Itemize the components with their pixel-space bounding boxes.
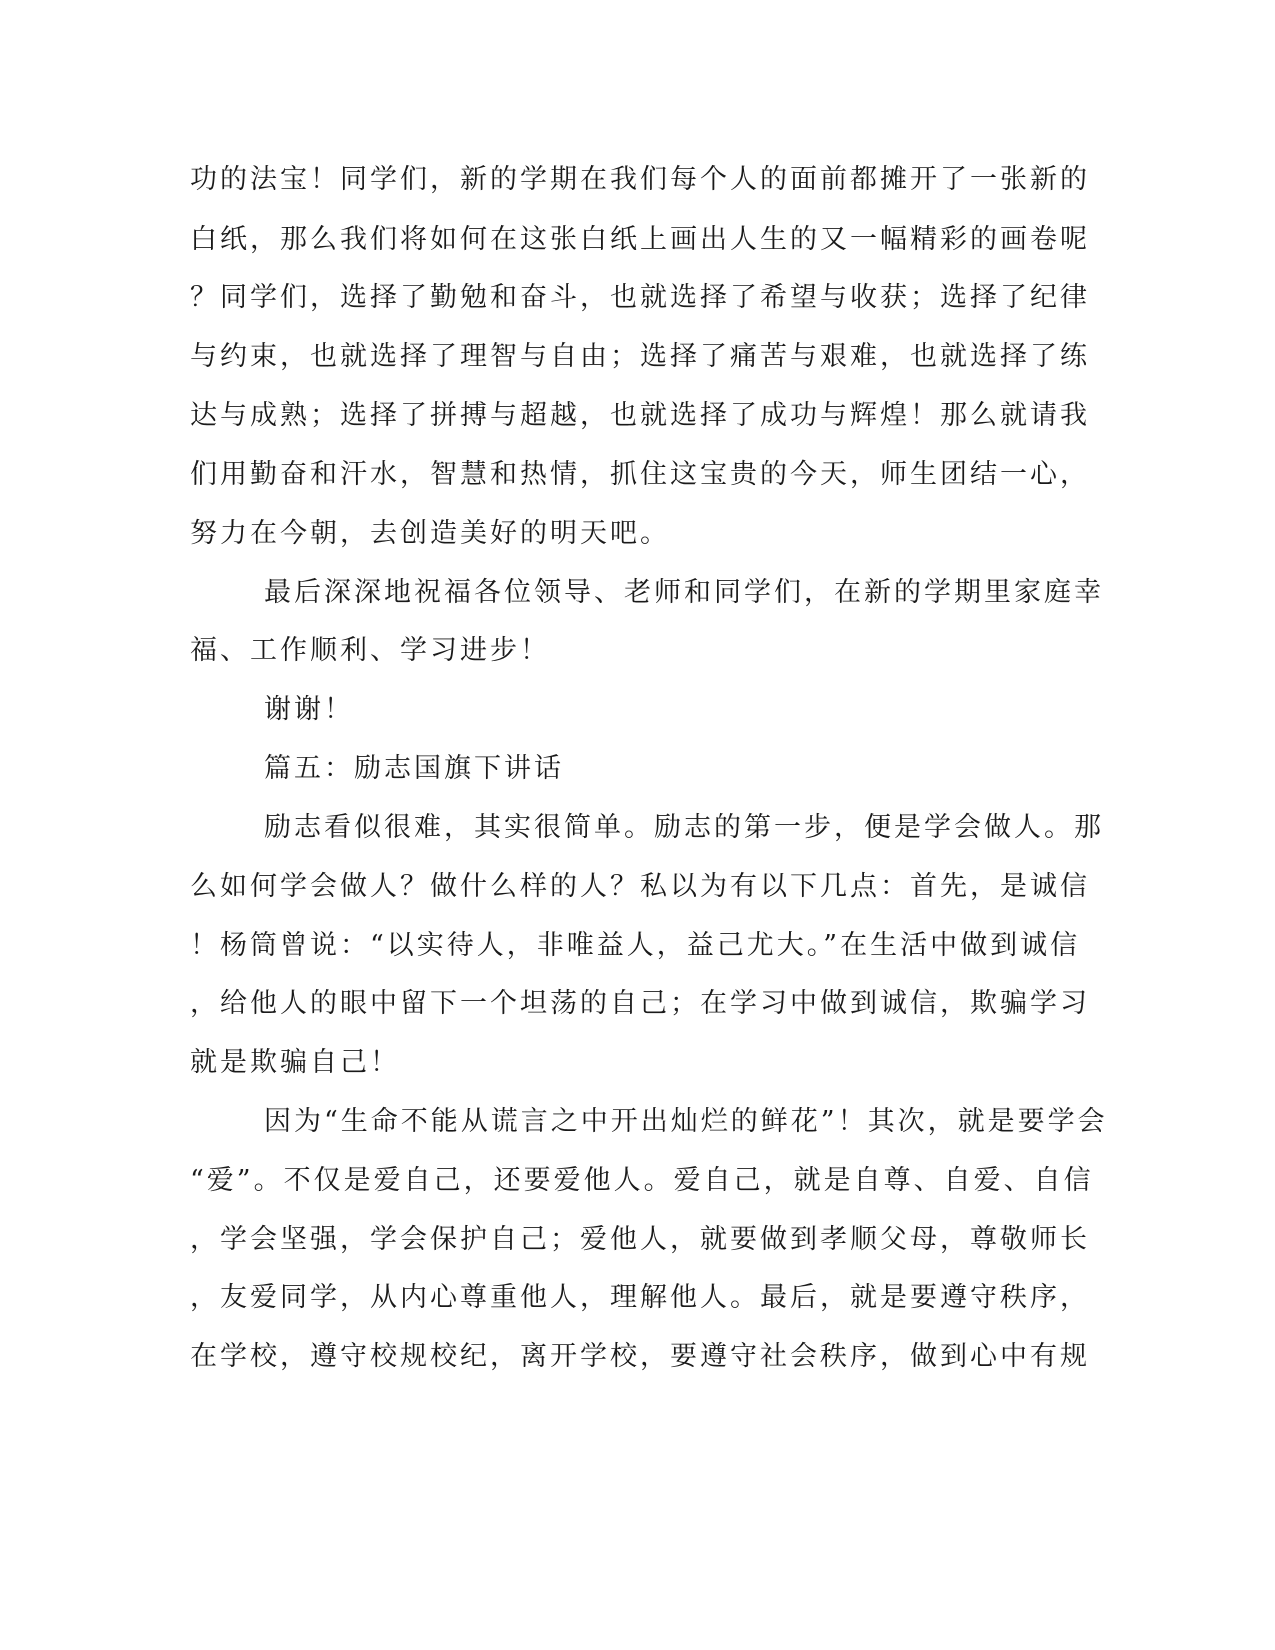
text-line: 们用勤奋和汗水，智慧和热情，抓住这宝贵的今天，师生团结一心，	[190, 459, 1090, 490]
text-line: ，友爱同学，从内心尊重他人，理解他人。最后，就是要遵守秩序，	[190, 1282, 1090, 1313]
text-line: ，学会坚强，学会保护自己；爱他人，就要做到孝顺父母，尊敬师长	[190, 1224, 1090, 1255]
text-line: “爱”。不仅是爱自己，还要爱他人。爱自己，就是自尊、自爱、自信	[190, 1165, 1094, 1196]
text-line: 白纸，那么我们将如何在这张白纸上画出人生的又一幅精彩的画卷呢	[190, 224, 1090, 255]
text-line: ！杨筒曾说：“以实待人，非唯益人，益己尤大。”在生活中做到诚信	[190, 930, 1081, 961]
text-line: 就是欺骗自己！	[190, 1047, 400, 1078]
text-line: 努力在今朝，去创造美好的明天吧。	[190, 518, 670, 549]
section-heading: 篇五：励志国旗下讲话	[264, 753, 564, 784]
paragraph-start-line: 因为“生命不能从谎言之中开出灿烂的鲜花”！其次，就是要学会	[264, 1106, 1108, 1137]
text-line: 与约束，也就选择了理智与自由；选择了痛苦与艰难，也就选择了练	[190, 341, 1090, 372]
text-line: 达与成熟；选择了拼搏与超越，也就选择了成功与辉煌！那么就请我	[190, 400, 1090, 431]
text-line: ，给他人的眼中留下一个坦荡的自己；在学习中做到诚信，欺骗学习	[190, 988, 1090, 1019]
paragraph-start-line: 励志看似很难，其实很简单。励志的第一步，便是学会做人。那	[264, 812, 1104, 843]
text-line: ？同学们，选择了勤勉和奋斗，也就选择了希望与收获；选择了纪律	[190, 282, 1090, 313]
text-line: 么如何学会做人？做什么样的人？私以为有以下几点：首先，是诚信	[190, 871, 1090, 902]
paragraph-start-line: 谢谢！	[264, 694, 354, 725]
text-line: 福、工作顺利、学习进步！	[190, 635, 550, 666]
text-line: 在学校，遵守校规校纪，离开学校，要遵守社会秩序，做到心中有规	[190, 1341, 1090, 1372]
paragraph-start-line: 最后深深地祝福各位领导、老师和同学们，在新的学期里家庭幸	[264, 577, 1104, 608]
text-line: 功的法宝！同学们，新的学期在我们每个人的面前都摊开了一张新的	[190, 164, 1090, 195]
